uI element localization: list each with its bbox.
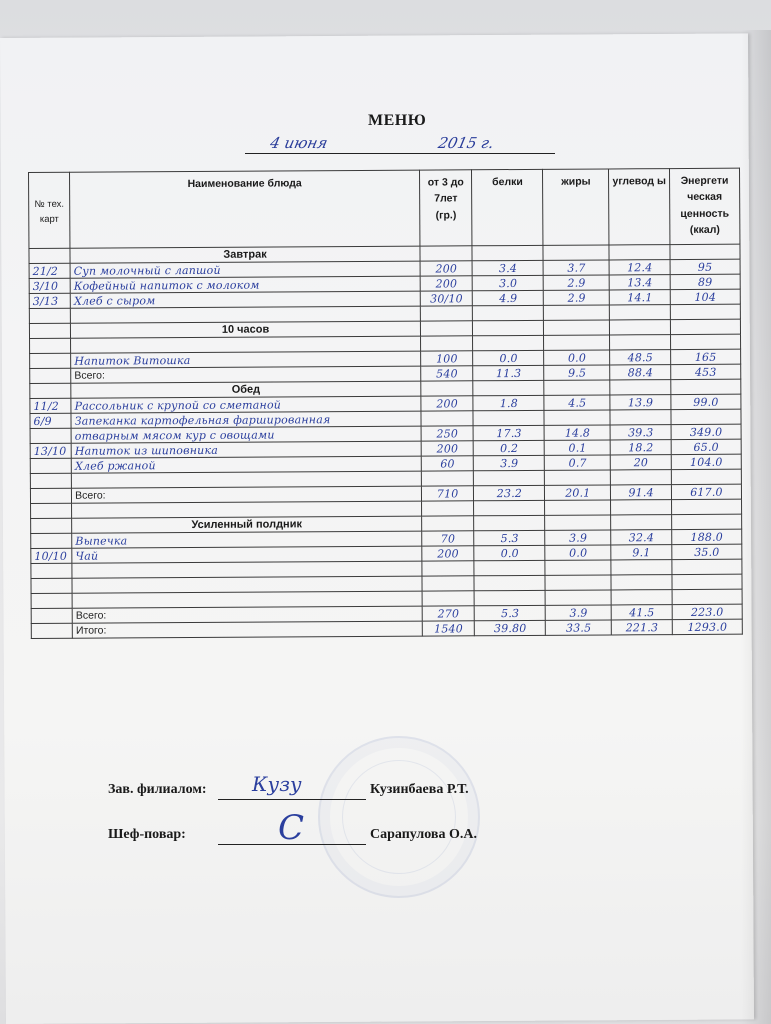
protein-cell — [473, 305, 544, 320]
protein-value: 3.0 — [473, 275, 544, 290]
carbs-value: 13.4 — [609, 275, 670, 290]
energy-cell — [672, 514, 742, 529]
fat-value: 0.1 — [545, 440, 611, 455]
portion-value: 270 — [422, 606, 475, 621]
carbs-cell — [611, 590, 672, 605]
tech-card-number: 3/13 — [29, 293, 70, 308]
tech-cell — [29, 323, 70, 338]
energy-value: 1293.0 — [672, 619, 742, 634]
fat-value: 3.9 — [546, 605, 612, 620]
energy-value: 65.0 — [671, 439, 741, 454]
tech-cell — [31, 563, 72, 578]
fat-value: 0.0 — [545, 545, 611, 560]
table-body — [29, 244, 742, 638]
carbs-value — [610, 410, 671, 425]
carbs-value: 39.3 — [610, 425, 671, 440]
portion-value: 1540 — [422, 621, 475, 636]
energy-value: 165 — [671, 349, 741, 364]
portion-cell — [422, 501, 475, 516]
date-day: 4 июня — [268, 134, 330, 152]
protein-value: 11.3 — [473, 365, 544, 380]
energy-value: 35.0 — [672, 544, 742, 559]
energy-cell — [672, 589, 742, 604]
table-header-row — [29, 168, 740, 248]
portion-value: 100 — [421, 351, 474, 366]
protein-cell — [475, 590, 546, 605]
portion-value: 30/10 — [420, 291, 473, 306]
tech-card-number: 21/2 — [29, 263, 70, 278]
carbs-value: 41.5 — [611, 605, 672, 620]
protein-value: 17.3 — [474, 425, 545, 440]
carbs-cell — [611, 560, 672, 575]
fat-cell — [545, 560, 611, 575]
carbs-value: 14.1 — [610, 290, 671, 305]
portion-value: 60 — [421, 456, 474, 471]
carbs-cell — [611, 515, 672, 530]
tech-card-number: 13/10 — [30, 443, 71, 458]
portion-value: 200 — [422, 546, 475, 561]
energy-value: 99.0 — [671, 394, 741, 409]
tech-cell — [30, 338, 71, 353]
protein-cell — [474, 515, 545, 530]
dish-name: Суп молочный с лапшой — [70, 261, 420, 278]
total-label: Всего: — [72, 606, 422, 623]
portion-cell — [422, 591, 475, 606]
dish-name: Выпечка — [72, 531, 422, 548]
col-portion-header: от 3 до 7лет (гр.) — [419, 170, 472, 246]
tech-card-number — [30, 428, 71, 443]
portion-cell — [422, 576, 475, 591]
page-edge-shadow — [741, 30, 771, 1024]
protein-cell — [473, 335, 544, 350]
section-title: Обед — [71, 381, 421, 398]
carbs-cell — [610, 380, 671, 395]
col-carbs-header: углевод ы — [609, 169, 670, 245]
portion-value: 710 — [421, 486, 474, 501]
total-label: Всего: — [72, 486, 422, 503]
energy-cell — [671, 469, 741, 484]
energy-cell — [670, 319, 740, 334]
fat-cell — [545, 575, 611, 590]
fat-cell — [544, 305, 610, 320]
total-label: Всего: — [71, 366, 421, 383]
col-protein-header: белки — [472, 169, 543, 245]
tech-cell — [29, 308, 70, 323]
fat-value: 14.8 — [544, 425, 610, 440]
fat-value — [544, 410, 610, 425]
col-name-header: Наименование блюда — [70, 170, 420, 248]
dish-name: Чай — [72, 546, 422, 563]
fat-value: 33.5 — [546, 620, 612, 635]
section-title: 10 часов — [71, 321, 421, 338]
carbs-cell — [610, 335, 671, 350]
carbs-value: 13.9 — [610, 395, 671, 410]
energy-cell — [670, 334, 740, 349]
tech-cell — [31, 503, 72, 518]
carbs-value: 20 — [611, 455, 672, 470]
protein-value: 3.4 — [473, 260, 544, 275]
carbs-value: 221.3 — [612, 620, 673, 635]
energy-value: 349.0 — [671, 424, 741, 439]
carbs-value: 88.4 — [610, 365, 671, 380]
dish-name: Напиток Витошка — [71, 351, 421, 368]
protein-value: 3.9 — [474, 455, 545, 470]
fat-value: 9.5 — [544, 365, 610, 380]
energy-cell — [670, 304, 740, 319]
total-label: Итого: — [72, 621, 422, 638]
fat-cell — [546, 590, 612, 605]
dish-name: Рассольник с крупой со сметаной — [71, 396, 421, 413]
energy-value — [671, 409, 741, 424]
fat-value: 4.5 — [544, 395, 610, 410]
col-fat-header: жиры — [543, 169, 609, 245]
protein-value: 0.0 — [474, 545, 545, 560]
tech-cell — [31, 578, 72, 593]
fat-cell — [545, 500, 611, 515]
tech-card-number: 6/9 — [30, 413, 71, 428]
carbs-value: 48.5 — [610, 350, 671, 365]
portion-value: 70 — [422, 531, 475, 546]
tech-cell — [30, 473, 71, 488]
protein-value: 0.0 — [473, 350, 544, 365]
energy-value: 223.0 — [672, 604, 742, 619]
portion-value: 200 — [421, 396, 474, 411]
tech-cell — [31, 593, 72, 608]
tech-card-number — [30, 353, 71, 368]
energy-value: 104.0 — [671, 454, 741, 469]
protein-cell — [474, 575, 545, 590]
protein-value: 23.2 — [474, 485, 545, 500]
dish-name: Запеканка картофельная фаршированная — [71, 411, 421, 428]
carbs-cell — [611, 575, 672, 590]
head-signature-scrawl: Кузу — [252, 772, 302, 796]
fat-value: 2.9 — [544, 290, 610, 305]
tech-card-number — [31, 533, 72, 548]
portion-value — [421, 411, 474, 426]
protein-value: 39.80 — [475, 620, 546, 635]
carbs-value: 32.4 — [611, 530, 672, 545]
portion-cell — [422, 561, 475, 576]
tech-card-number: 10/10 — [31, 548, 72, 563]
energy-value: 617.0 — [671, 484, 741, 499]
fat-value: 0.0 — [544, 350, 610, 365]
dish-name: Хлеб с сыром — [70, 291, 420, 308]
tech-cell — [30, 368, 71, 383]
portion-cell — [420, 306, 473, 321]
protein-cell — [473, 320, 544, 335]
protein-value — [473, 410, 544, 425]
carbs-cell — [611, 500, 672, 515]
tech-cell — [30, 383, 71, 398]
protein-cell — [473, 380, 544, 395]
energy-cell — [671, 379, 741, 394]
portion-value: 540 — [421, 366, 474, 381]
protein-value: 4.9 — [473, 290, 544, 305]
fat-cell — [544, 335, 610, 350]
protein-value: 1.8 — [473, 395, 544, 410]
energy-cell — [671, 499, 741, 514]
carbs-value: 9.1 — [611, 545, 672, 560]
carbs-value: 18.2 — [610, 440, 671, 455]
portion-value: 250 — [421, 426, 474, 441]
portion-value: 200 — [421, 441, 474, 456]
chef-label: Шеф-повар: — [108, 827, 186, 842]
protein-value: 5.3 — [474, 530, 545, 545]
dish-name: Кофейный напиток с молоком — [70, 276, 420, 293]
fat-cell — [545, 470, 611, 485]
dish-name: Напиток из шиповника — [71, 441, 421, 458]
faint-stamp — [318, 736, 480, 898]
energy-value: 104 — [670, 289, 740, 304]
date-year: 2015 г. — [436, 134, 496, 152]
head-signature-line — [218, 799, 366, 800]
fat-value: 20.1 — [545, 485, 611, 500]
portion-value: 200 — [420, 276, 473, 291]
tech-cell — [31, 608, 72, 623]
fat-value: 3.9 — [545, 530, 611, 545]
energy-value: 95 — [670, 259, 740, 274]
portion-cell — [420, 336, 473, 351]
protein-cell — [472, 245, 543, 260]
tech-cell — [30, 488, 71, 503]
carbs-cell — [610, 320, 671, 335]
tech-card-number — [30, 458, 71, 473]
portion-cell — [420, 321, 473, 336]
dish-name: Хлеб ржаной — [71, 456, 421, 473]
portion-cell — [421, 381, 474, 396]
chef-signature-scrawl: С — [278, 808, 305, 848]
dish-name: отварным мясом кур с овощами — [71, 426, 421, 443]
protein-value: 5.3 — [475, 605, 546, 620]
protein-cell — [474, 470, 545, 485]
energy-value: 188.0 — [672, 529, 742, 544]
tech-card-number: 11/2 — [30, 398, 71, 413]
fat-cell — [544, 320, 610, 335]
portion-value: 200 — [420, 261, 473, 276]
fat-value: 0.7 — [545, 455, 611, 470]
fat-cell — [544, 380, 610, 395]
head-label: Зав. филиалом: — [108, 782, 207, 797]
section-title: Завтрак — [70, 246, 420, 263]
portion-cell — [421, 471, 474, 486]
portion-cell — [422, 516, 475, 531]
menu-table — [28, 168, 743, 639]
fat-value: 2.9 — [544, 275, 610, 290]
head-name: Кузинбаева Р.Т. — [370, 782, 469, 797]
date-underline — [245, 153, 555, 154]
fat-cell — [543, 245, 609, 260]
fat-cell — [545, 515, 611, 530]
tech-card-number: 3/10 — [29, 278, 70, 293]
tech-cell — [31, 623, 72, 638]
page-title: МЕНЮ — [368, 112, 427, 129]
tech-cell — [29, 248, 70, 263]
energy-cell — [670, 244, 740, 259]
protein-value: 0.2 — [474, 440, 545, 455]
carbs-cell — [611, 470, 672, 485]
fat-value: 3.7 — [543, 260, 609, 275]
energy-value: 453 — [671, 364, 741, 379]
chef-name: Сарапулова О.А. — [370, 827, 477, 842]
col-tech-header: № тех. карт — [29, 172, 71, 248]
carbs-cell — [609, 245, 670, 260]
carbs-value: 12.4 — [609, 260, 670, 275]
protein-cell — [474, 560, 545, 575]
protein-cell — [474, 500, 545, 515]
carbs-value: 91.4 — [611, 485, 672, 500]
section-title: Усиленный полдник — [72, 516, 422, 533]
col-energy-header: Энергети ческая ценность (ккал) — [669, 168, 739, 244]
portion-cell — [420, 246, 473, 261]
energy-cell — [672, 559, 742, 574]
tech-cell — [31, 518, 72, 533]
energy-cell — [672, 574, 742, 589]
energy-value: 89 — [670, 274, 740, 289]
carbs-cell — [610, 305, 671, 320]
